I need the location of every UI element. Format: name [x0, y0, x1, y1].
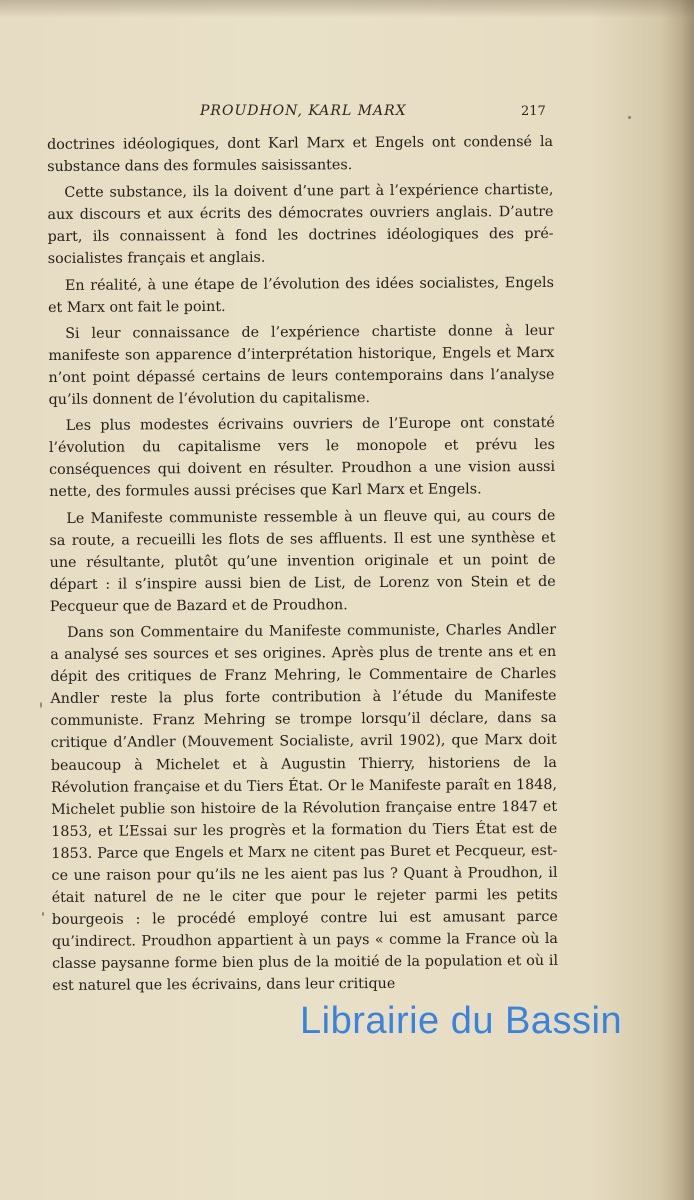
paragraph: Le Manifeste communiste ressemble à un fleuve qui, au cours de sa route, a recueilli les flots de ses affluents. Il est une synthèse et une résultante, plutôt qu’une invention originale et un point de départ : il s’inspire aussi bien de List, de Lorenz von Stein et de Pecqueur que de Bazard et de Proudhon.	[49, 507, 556, 615]
bookseller-watermark: Librairie du Bassin	[300, 1000, 623, 1042]
body-text	[47, 131, 558, 1002]
paragraph: Les plus modestes écrivains ouvriers de l’Europe ont constaté l’évolution du capitalisme vers le monopole et prévu les conséquences qui doivent en résulter. Proudhon a une vision aussi nette, des formules aussi précises que Karl Marx et Engels.	[48, 415, 556, 501]
paragraph: Si leur connaissance de l’expérience chartiste donne à leur manifeste son apparence d’interprétation historique, Engels et Marx n’ont point dépassé certains de leurs contemporains dans l’analyse qu’ils donnent de l’évolution du capitalisme.	[48, 322, 555, 409]
paragraph: doctrines idéologiques, dont Karl Marx et Engels ont condensé la substance dans des formules saisissantes.	[47, 133, 554, 176]
paper-speck	[628, 116, 631, 119]
top-shadow	[0, 0, 694, 18]
running-title: PROUDHON, KARL MARX	[200, 103, 407, 119]
paragraph: Dans son Commentaire du Manifeste communiste, Charles Andler a analysé ses sources et ses origines. Après plus de trente ans et en dépit des critiques de Franz Mehring, le Commentaire de Charles Andler reste la plus forte contribution à l’étude du Manifeste communiste. Franz Mehring se trompe lorsqu’il déclare, dans sa critique d’Andler (Mouvement Socialiste, avril 1902), que Marx doit beaucoup à Michelet et à Augustin Thierry, historiens de la Révolution française et du Tiers État. Or le Manifeste paraît en 1848, Michelet publie son histoire de la Révolution française entre 1847 et 1853, et L’Essai sur les progrès et la formation du Tiers État est de 1853. Parce que Engels et Marx ne citent pas Buret et Pecqueur, est-ce une raison pour qu’ils ne les aient pas lus ? Quant à Proudhon, il était naturel de ne le citer que pour le rejeter parmi les petits bourgeois : le procédé employé contre lui est amusant parce qu’indirect. Proudhon appartient à un pays « comme la France où la classe paysanne forme bien plus de la moitié de la population et où il est naturel que les écrivains, dans leur critique	[50, 621, 559, 995]
paper-speck	[40, 702, 42, 708]
paper-speck	[42, 912, 44, 916]
page-edge-shadow	[660, 0, 694, 1200]
page-number: 217	[521, 104, 546, 119]
paragraph: En réalité, à une étape de l’évolution des idées socialistes, Engels et Marx ont fait le point.	[48, 274, 554, 316]
paragraph: Cette substance, ils la doivent d’une part à l’expérience chartiste, aux discours et aux écrits des démocrates ouvriers anglais. D’autre part, ils connaissent à fond les doctrines idéologiques des pré-socialistes français et anglais.	[47, 182, 554, 268]
